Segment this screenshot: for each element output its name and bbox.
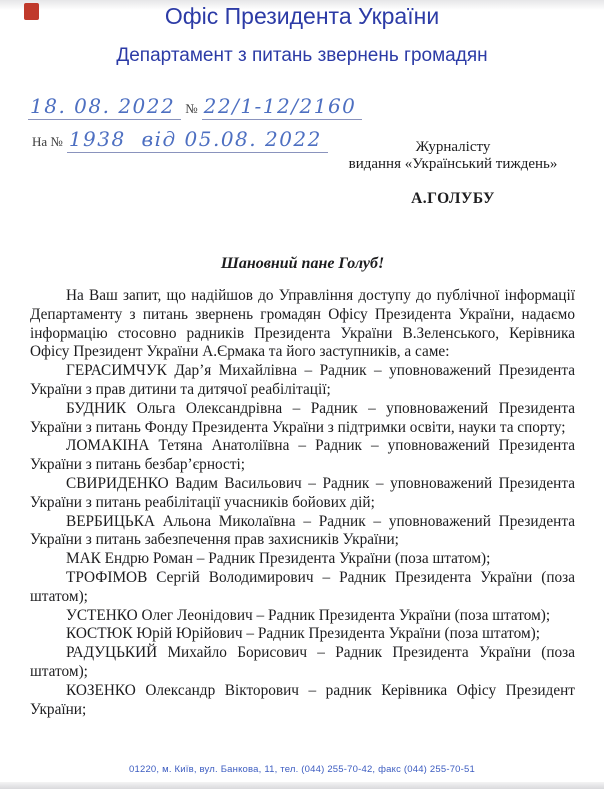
advisor-item: ТРОФІМОВ Сергій Володимирович – Радник Президента України (поза штатом);: [30, 568, 575, 605]
advisor-item: ЛОМАКІНА Тетяна Анатоліївна – Радник – уповноважений Президента України з питань безбар’єрності;: [30, 437, 575, 474]
reply-number-handwritten: [67, 127, 328, 153]
reg-number-handwritten: 22/1-12/2160: [202, 94, 363, 120]
addressee-block: [330, 139, 576, 172]
addressee-role: Журналісту: [415, 139, 491, 155]
advisor-item: СВИРИДЕНКО Вадим Васильович – Радник – уповноважений Президента України з питань реабілітації учасників бойових дій;: [30, 474, 575, 511]
addressee-name: А.ГОЛУБУ: [411, 190, 495, 207]
registration-line-out: [28, 94, 362, 120]
reply-prefix: На №: [32, 134, 63, 149]
letter-body: [30, 287, 575, 719]
org-title: Офіс Президента України: [164, 3, 440, 29]
advisor-item: РАДУЦЬКИЙ Михайло Борисович – Радник Президента України (поза штатом);: [30, 644, 575, 680]
registration-line-reply: [28, 127, 328, 153]
advisors-list: [30, 362, 575, 719]
reply-date: від 05.08. 2022: [141, 127, 322, 151]
intro-paragraph: На Ваш запит, що надійшов до Управління доступу до публічної інформації Департаменту з питань звернень громадян Офісу Президента України, надаємо інформацію стосовно радників Президента України В.Зеленського, Керівника Офісу Президент України А.Єрмака та його заступників, а саме:: [30, 287, 575, 361]
addressee-publication: видання «Український тиждень»: [348, 155, 558, 172]
advisor-item: КОСТЮК Юрій Юрійович – Радник Президента України (поза штатом);: [66, 625, 540, 643]
salutation: Шановний пане Голуб!: [220, 255, 385, 272]
advisor-item: МАК Ендрю Роман – Радник Президента України (поза штатом);: [66, 550, 491, 568]
scan-edge-bottom: [0, 782, 604, 789]
footer-address: 01220, м. Київ, вул. Банкова, 11, тел. (044) 255-70-42, факс (044) 255-70-51: [129, 764, 475, 775]
department-title: Департамент з питань звернень громадян: [116, 45, 488, 66]
advisor-item: УСТЕНКО Олег Леонідович – Радник Президента України (поза штатом);: [66, 606, 551, 624]
advisor-item: ГЕРАСИМЧУК Дар’я Михайлівна – Радник – уповноважений Президента України з прав дитини та дитячої реабілітації;: [30, 362, 575, 398]
reg-number-symbol: №: [185, 101, 198, 116]
reg-date-handwritten: 18. 08. 2022: [28, 94, 181, 120]
advisor-item: ВЕРБИЦЬКА Альона Миколаївна – Радник – уповноважений Президента України з питань забезпечення прав захисників України;: [30, 512, 575, 549]
advisor-item: КОЗЕНКО Олександр Вікторович – радник Керівника Офісу Президент України;: [30, 681, 575, 718]
reply-number: 1938: [68, 127, 126, 151]
advisor-item: БУДНИК Ольга Олександрівна – Радник – уповноважений Президента України з питань Фонду Президента України з підтримки освіти, науки та спорту;: [30, 399, 575, 436]
